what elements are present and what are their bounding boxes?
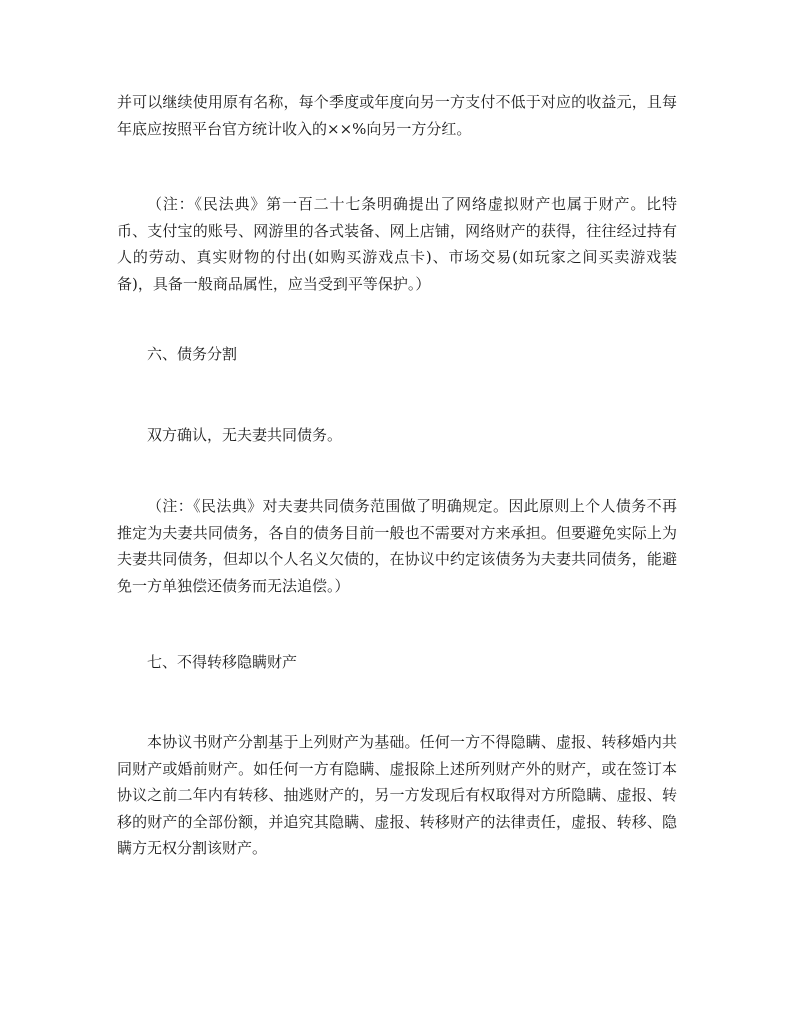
note-virtual-property: （注：《民法典》第一百二十七条明确提出了网络虚拟财产也属于财产。比特币、支付宝的账号、网游里的各式装备、网上店铺，网络财产的获得，往往经过持有人的劳动、真实财物的付出(如购买游戏点卡)、市场交易(如玩家之间买卖游戏装备)，具备一般商品属性，应当受到平等保护。） [117, 195, 677, 293]
section-heading-debt-division: 六、债务分割 [147, 345, 238, 363]
section-heading-no-concealment: 七、不得转移隐瞒财产 [147, 653, 298, 671]
paragraph-no-joint-debt: 双方确认，无夫妻共同债务。 [147, 426, 343, 444]
paragraph-concealment-clause: 本协议书财产分割基于上列财产为基础。任何一方不得隐瞒、虚报、转移婚内共同财产或婚前财产。如任何一方有隐瞒、虚报除上述所列财产外的财产，或在签订本协议之前二年内有转移、抽逃财产的，另一方发现后有权取得对方所隐瞒、虚报、转移的财产的全部份额，并追究其隐瞒、虚报、转移财产的法律责任，虚报、转移、隐瞒方无权分割该财产。 [117, 733, 677, 857]
paragraph-continuation: 并可以继续使用原有名称，每个季度或年度向另一方支付不低于对应的收益元，且每年底应按照平台官方统计收入的××%向另一方分红。 [117, 93, 677, 138]
note-joint-debt: （注：《民法典》对夫妻共同债务范围做了明确规定。因此原则上个人债务不再推定为夫妻共同债务，各自的债务目前一般也不需要对方来承担。但要避免实际上为夫妻共同债务，但却以个人名义欠债的，在协议中约定该债务为夫妻共同债务，能避免一方单独偿还债务而无法追偿。） [117, 497, 677, 595]
